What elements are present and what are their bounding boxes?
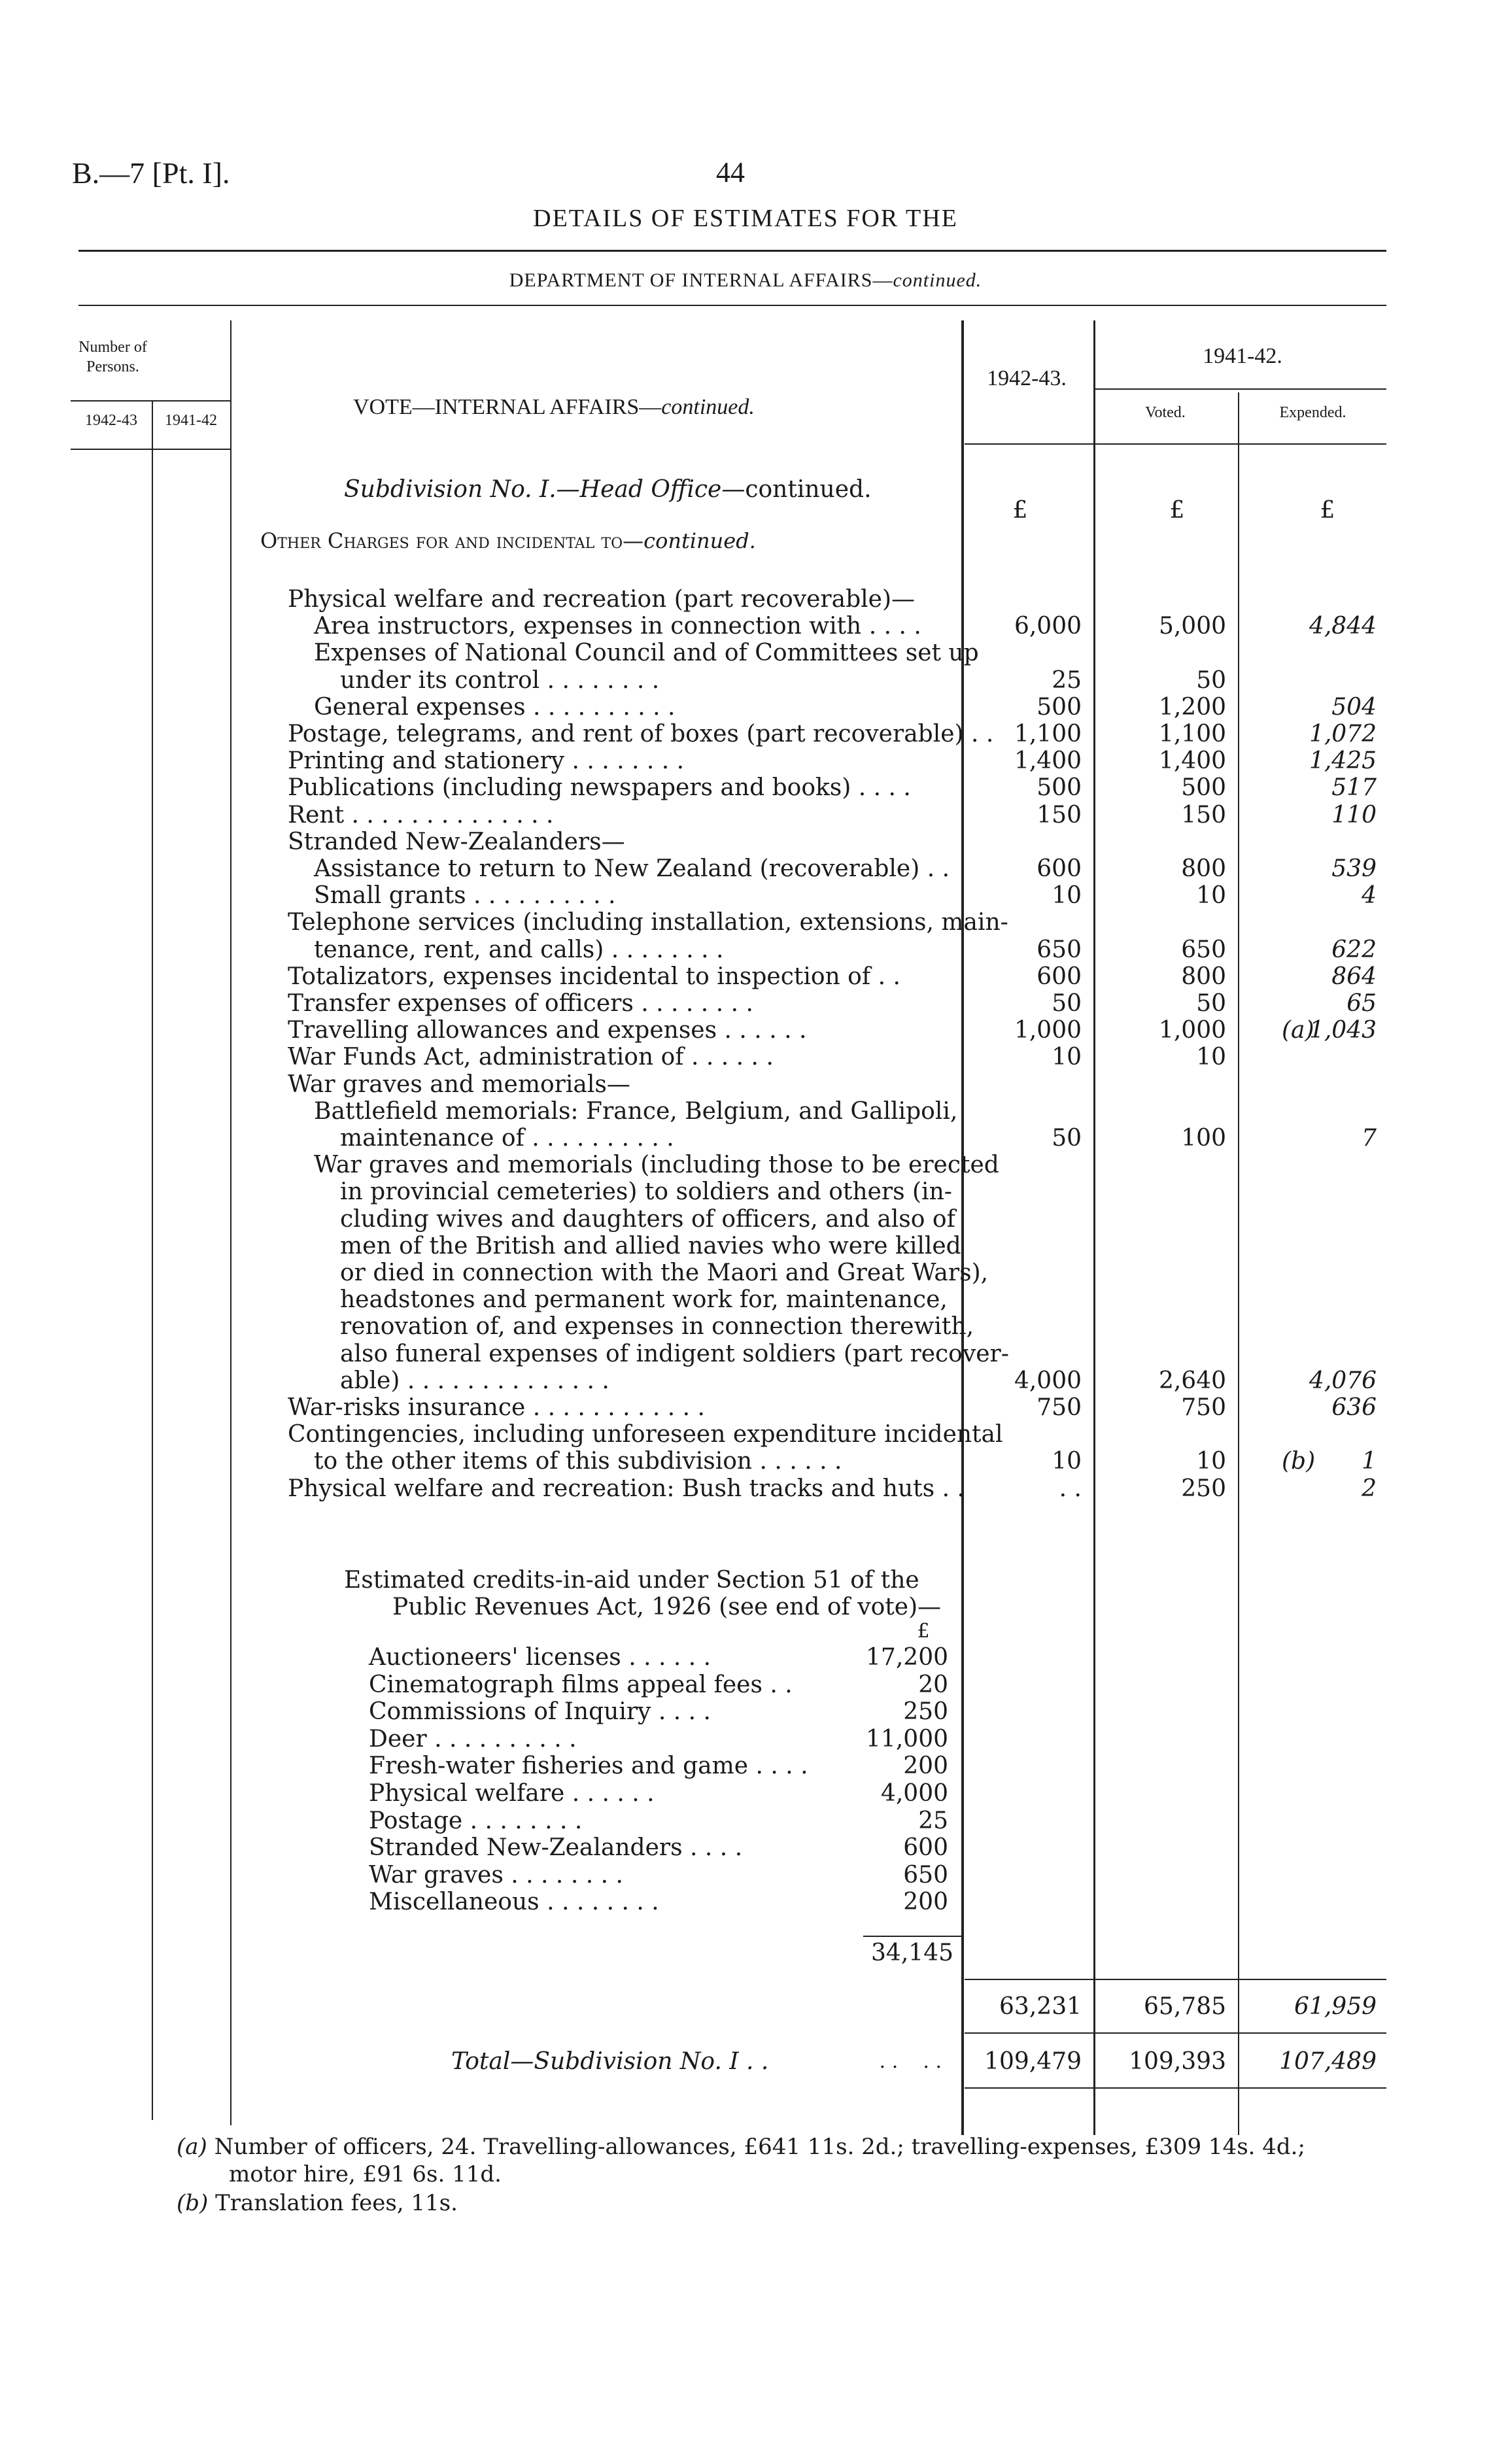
item-value-c3: 636 — [1331, 1394, 1377, 1421]
item-value-c1: . . — [1059, 1475, 1082, 1502]
total-col3: 107,489 — [1279, 2048, 1377, 2075]
item-value-c2: 50 — [1196, 990, 1226, 1017]
item-note-mark: (b) — [1282, 1448, 1316, 1475]
persons-heading: Number of Persons. — [78, 339, 147, 375]
title-rule — [78, 250, 1386, 252]
footnote-a-cont: motor hire, £91 6s. 11d. — [229, 2161, 502, 2187]
credit-value: 4,000 — [880, 1780, 948, 1807]
col2-right-rule — [1238, 392, 1239, 2135]
item-value-c2: 10 — [1196, 882, 1226, 910]
credit-value: 17,200 — [866, 1644, 948, 1671]
item-value-c3: 1,425 — [1309, 747, 1377, 775]
item-label: Small grants . . . . . . . . . . — [314, 882, 616, 910]
persons-col-1941: 1941-42 — [165, 412, 217, 429]
vote-title-text: VOTE—INTERNAL AFFAIRS— — [353, 395, 662, 419]
other-charges-continued: continued. — [643, 528, 756, 553]
item-label: Area instructors, expenses in connection with . . . . — [314, 613, 921, 640]
footnote-a-mark: (a) — [177, 2134, 207, 2160]
footnote-b-mark: (b) — [177, 2190, 209, 2216]
credits-sum-rule — [863, 1936, 963, 1937]
item-label: Printing and stationery . . . . . . . . — [288, 747, 685, 775]
credit-value: 200 — [903, 1889, 948, 1916]
item-label: headstones and permanent work for, maintenance, — [340, 1286, 948, 1314]
credit-value: 250 — [903, 1698, 948, 1726]
item-value-c2: 1,000 — [1158, 1017, 1226, 1044]
item-value-c2: 100 — [1181, 1125, 1226, 1152]
credit-label: War graves . . . . . . . . — [369, 1861, 623, 1889]
item-label: Stranded New-Zealanders— — [288, 828, 625, 855]
item-label: cluding wives and daughters of officers, and also of — [340, 1205, 955, 1233]
department-continued: continued. — [893, 269, 982, 291]
credit-label: Commissions of Inquiry . . . . — [369, 1698, 711, 1726]
item-value-c1: 6,000 — [1014, 613, 1082, 640]
item-value-c3: 4,844 — [1309, 613, 1377, 640]
item-label: War-risks insurance . . . . . . . . . . . . — [288, 1394, 705, 1421]
item-label: under its control . . . . . . . . — [340, 666, 660, 694]
credit-label: Auctioneers' licenses . . . . . . — [369, 1644, 711, 1671]
persons-heading-rule — [71, 400, 230, 402]
subdivision-heading — [344, 476, 872, 503]
col1-left-rule — [961, 320, 964, 2135]
item-value-c2: 10 — [1196, 1448, 1226, 1475]
item-label: Totalizators, expenses incidental to inspection of . . — [288, 963, 900, 990]
total-col1: 109,479 — [984, 2048, 1082, 2075]
item-value-c2: 1,400 — [1158, 747, 1226, 775]
item-label: Travelling allowances and expenses . . . . . . — [288, 1017, 807, 1044]
item-value-c1: 50 — [1052, 990, 1082, 1017]
item-value-c2: 1,200 — [1158, 693, 1226, 721]
item-value-c3: 622 — [1331, 936, 1377, 963]
item-label: Expenses of National Council and of Committees set up — [314, 640, 979, 667]
credit-label: Physical welfare . . . . . . — [369, 1780, 655, 1807]
item-value-c1: 650 — [1037, 936, 1082, 963]
item-value-c1: 600 — [1037, 855, 1082, 882]
item-value-c3: 7 — [1362, 1125, 1377, 1152]
item-value-c1: 150 — [1037, 801, 1082, 829]
item-value-c1: 500 — [1037, 774, 1082, 802]
item-value-c1: 4,000 — [1014, 1367, 1082, 1394]
item-value-c3: 864 — [1331, 963, 1377, 990]
item-label: War Funds Act, administration of . . . . . . — [288, 1044, 774, 1071]
item-value-c3: 539 — [1331, 855, 1377, 882]
page-reference: B.—7 [Pt. I]. — [72, 156, 230, 190]
total-label: Total—Subdivision No. I . . — [451, 2048, 769, 2075]
footnote-b-text: Translation fees, 11s. — [215, 2190, 458, 2216]
item-label: Physical welfare and recreation (part recoverable)— — [288, 586, 916, 613]
item-label: able) . . . . . . . . . . . . . . — [340, 1367, 609, 1394]
item-value-c2: 650 — [1181, 936, 1226, 963]
item-value-c3: 504 — [1331, 693, 1377, 721]
item-value-c1: 10 — [1052, 1448, 1082, 1475]
currency-col1: £ — [1012, 497, 1028, 524]
item-value-c1: 10 — [1052, 882, 1082, 910]
subtotal-col2: 65,785 — [1144, 1993, 1226, 2020]
item-value-c1: 1,000 — [1014, 1017, 1082, 1044]
expended-heading: Expended. — [1279, 404, 1346, 421]
item-value-c2: 250 — [1181, 1475, 1226, 1502]
credit-label: Cinematograph films appeal fees . . — [369, 1671, 793, 1698]
item-value-c1: 50 — [1052, 1125, 1082, 1152]
subtotal-col1: 63,231 — [999, 1993, 1082, 2020]
item-value-c2: 800 — [1181, 855, 1226, 882]
item-note-mark: (a) — [1282, 1017, 1314, 1044]
item-label: tenance, rent, and calls) . . . . . . . . — [314, 936, 724, 963]
persons-right-rule — [230, 320, 231, 2125]
item-value-c1: 10 — [1052, 1044, 1082, 1071]
item-value-c2: 5,000 — [1158, 613, 1226, 640]
credit-value: 11,000 — [866, 1725, 948, 1753]
item-label: Contingencies, including unforeseen expenditure incidental — [288, 1421, 1003, 1448]
item-label: War graves and memorials (including those to be erected — [314, 1152, 999, 1179]
item-label: also funeral expenses of indigent soldiers (part recover- — [340, 1340, 1009, 1367]
item-value-c1: 25 — [1052, 666, 1082, 694]
credit-value: 200 — [903, 1753, 948, 1780]
column-header-rule — [965, 443, 1386, 445]
item-value-c3: 2 — [1362, 1475, 1377, 1502]
item-value-c3: 4 — [1362, 882, 1377, 910]
header-rule — [78, 305, 1386, 306]
department-name: DEPARTMENT OF INTERNAL AFFAIRS— — [509, 269, 893, 291]
item-value-c3: 65 — [1346, 990, 1377, 1017]
credits-currency: £ — [917, 1620, 930, 1643]
department-heading — [0, 269, 1491, 292]
subtotal-bottom-rule — [965, 2032, 1386, 2034]
year-prev-rule — [1093, 388, 1386, 390]
persons-sub-rule — [71, 449, 230, 450]
item-label: renovation of, and expenses in connection therewith, — [340, 1313, 974, 1341]
item-value-c2: 2,640 — [1158, 1367, 1226, 1394]
page-number: 44 — [716, 156, 745, 188]
item-value-c2: 50 — [1196, 666, 1226, 694]
credit-value: 600 — [903, 1834, 948, 1862]
item-value-c2: 1,100 — [1158, 721, 1226, 747]
credit-value: 650 — [903, 1861, 948, 1889]
currency-col2: £ — [1169, 497, 1185, 524]
other-charges-heading — [260, 528, 756, 553]
item-label: Battlefield memorials: France, Belgium, and Gallipoli, — [314, 1097, 958, 1125]
item-value-c1: 500 — [1037, 693, 1082, 721]
item-value-c2: 500 — [1181, 774, 1226, 802]
item-value-c3: 1,072 — [1309, 721, 1377, 747]
item-label: or died in connection with the Maori and Great Wars), — [340, 1259, 989, 1286]
item-value-c1: 1,400 — [1014, 747, 1082, 775]
subdivision-continued: continued. — [745, 476, 872, 503]
item-value-c1: 1,100 — [1014, 721, 1082, 747]
item-label: Rent . . . . . . . . . . . . . . — [288, 801, 554, 829]
item-value-c2: 800 — [1181, 963, 1226, 990]
item-value-c3: 110 — [1331, 801, 1377, 829]
item-value-c2: 10 — [1196, 1044, 1226, 1071]
item-label: in provincial cemeteries) to soldiers and others (in- — [340, 1178, 952, 1206]
footnote-a — [177, 2133, 1305, 2161]
credit-label: Stranded New-Zealanders . . . . — [369, 1834, 743, 1862]
item-label: to the other items of this subdivision . . . . . . — [314, 1448, 842, 1475]
subtotal-col3: 61,959 — [1294, 1993, 1377, 2020]
total-dots: . . . . — [879, 2050, 942, 2073]
voted-heading: Voted. — [1145, 404, 1186, 421]
credits-total: 34,145 — [871, 1940, 953, 1966]
item-label: General expenses . . . . . . . . . . — [314, 693, 676, 721]
item-value-c3: 1,043 — [1309, 1017, 1377, 1044]
item-label: Telephone services (including installation, extensions, main- — [288, 909, 1008, 936]
credits-heading-1: Estimated credits-in-aid under Section 51 of the — [344, 1567, 919, 1594]
credit-label: Postage . . . . . . . . — [369, 1807, 583, 1834]
credit-value: 20 — [918, 1671, 948, 1698]
footnote-a-text: Number of officers, 24. Travelling-allowances, £641 11s. 2d.; travelling-expenses, £309 14s. 4d.; — [214, 2134, 1305, 2160]
item-label: Postage, telegrams, and rent of boxes (part recoverable) . . — [288, 721, 994, 747]
other-charges-text: Other Charges for and incidental to— — [260, 528, 644, 553]
item-value-c1: 600 — [1037, 963, 1082, 990]
credit-label: Miscellaneous . . . . . . . . — [369, 1889, 659, 1916]
item-label: men of the British and allied navies who were killed — [340, 1232, 961, 1259]
item-value-c1: 750 — [1037, 1394, 1082, 1421]
credits-heading-2: Public Revenues Act, 1926 (see end of vote)— — [392, 1594, 942, 1620]
page-title: DETAILS OF ESTIMATES FOR THE — [533, 205, 958, 232]
col-1942-43-heading: 1942-43. — [987, 366, 1067, 390]
subtotal-top-rule — [965, 1979, 1386, 1980]
credit-label: Fresh-water fisheries and game . . . . — [369, 1753, 808, 1780]
col1-right-rule — [1093, 320, 1095, 2135]
item-label: Physical welfare and recreation: Bush tracks and huts . . — [288, 1475, 965, 1502]
persons-col-1942: 1942-43 — [85, 412, 137, 429]
item-label: maintenance of . . . . . . . . . . — [340, 1125, 674, 1152]
footnote-b — [177, 2189, 458, 2217]
item-label: War graves and memorials— — [288, 1070, 630, 1098]
item-value-c2: 150 — [1181, 801, 1226, 829]
item-value-c2: 750 — [1181, 1394, 1226, 1421]
item-label: Assistance to return to New Zealand (recoverable) . . — [314, 855, 950, 882]
currency-col3: £ — [1320, 497, 1335, 524]
item-value-c3: 517 — [1331, 774, 1377, 802]
total-bottom-rule — [965, 2087, 1386, 2089]
item-value-c3: 4,076 — [1309, 1367, 1377, 1394]
item-label: Transfer expenses of officers . . . . . . . . — [288, 990, 753, 1017]
subdivision-name: Subdivision No. I.—Head Office— — [344, 476, 746, 503]
col-1941-42-heading: 1941-42. — [1203, 344, 1282, 368]
credit-value: 25 — [918, 1807, 948, 1834]
vote-title-continued: continued. — [661, 395, 755, 419]
total-col2: 109,393 — [1129, 2048, 1226, 2075]
credit-label: Deer . . . . . . . . . . — [369, 1725, 577, 1753]
vote-title — [353, 395, 755, 420]
item-label: Publications (including newspapers and books) . . . . — [288, 774, 911, 802]
persons-left-rule — [152, 400, 153, 2120]
item-value-c3: 1 — [1362, 1448, 1377, 1475]
